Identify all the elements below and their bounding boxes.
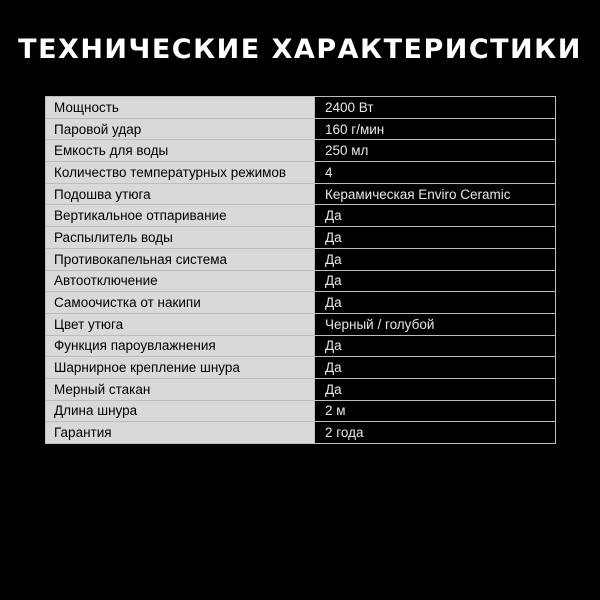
- table-row: [46, 335, 556, 357]
- spec-label: Длина шнура: [46, 400, 315, 422]
- spec-value: Да: [315, 248, 556, 270]
- spec-label: Паровой удар: [46, 118, 315, 140]
- table-row: [46, 248, 556, 270]
- table-row: [46, 227, 556, 249]
- spec-value: 4: [315, 162, 556, 184]
- spec-label: Функция пароувлажнения: [46, 335, 315, 357]
- table-row: [46, 357, 556, 379]
- spec-value: Да: [315, 357, 556, 379]
- table-row: [46, 140, 556, 162]
- spec-value: Черный / голубой: [315, 313, 556, 335]
- table-row: [46, 400, 556, 422]
- table-row: [46, 162, 556, 184]
- spec-value: 2 года: [315, 422, 556, 444]
- spec-value: 250 мл: [315, 140, 556, 162]
- specifications-table: [45, 96, 556, 444]
- spec-value: 160 г/мин: [315, 118, 556, 140]
- spec-value: Да: [315, 227, 556, 249]
- page-title: ТЕХНИЧЕСКИЕ ХАРАКТЕРИСТИКИ: [18, 34, 582, 65]
- table-row: [46, 292, 556, 314]
- spec-label: Шарнирное крепление шнура: [46, 357, 315, 379]
- table-row: [46, 205, 556, 227]
- spec-value: 2 м: [315, 400, 556, 422]
- table-row: [46, 378, 556, 400]
- spec-label: Автоотключение: [46, 270, 315, 292]
- spec-label: Емкость для воды: [46, 140, 315, 162]
- spec-value: Да: [315, 205, 556, 227]
- spec-value: Керамическая Enviro Ceramic: [315, 183, 556, 205]
- spec-label: Мощность: [46, 97, 315, 119]
- table-row: [46, 422, 556, 444]
- spec-label: Подошва утюга: [46, 183, 315, 205]
- spec-value: Да: [315, 270, 556, 292]
- spec-label: Самоочистка от накипи: [46, 292, 315, 314]
- spec-label: Вертикальное отпаривание: [46, 205, 315, 227]
- spec-value: Да: [315, 292, 556, 314]
- table-row: [46, 183, 556, 205]
- specifications-table-body: [46, 97, 556, 444]
- spec-value: Да: [315, 378, 556, 400]
- spec-label: Противокапельная система: [46, 248, 315, 270]
- spec-label: Количество температурных режимов: [46, 162, 315, 184]
- spec-value: Да: [315, 335, 556, 357]
- table-row: [46, 313, 556, 335]
- spec-label: Гарантия: [46, 422, 315, 444]
- spec-label: Цвет утюга: [46, 313, 315, 335]
- spec-label: Распылитель воды: [46, 227, 315, 249]
- table-row: [46, 118, 556, 140]
- table-row: [46, 270, 556, 292]
- spec-value: 2400 Вт: [315, 97, 556, 119]
- table-row: [46, 97, 556, 119]
- spec-label: Мерный стакан: [46, 378, 315, 400]
